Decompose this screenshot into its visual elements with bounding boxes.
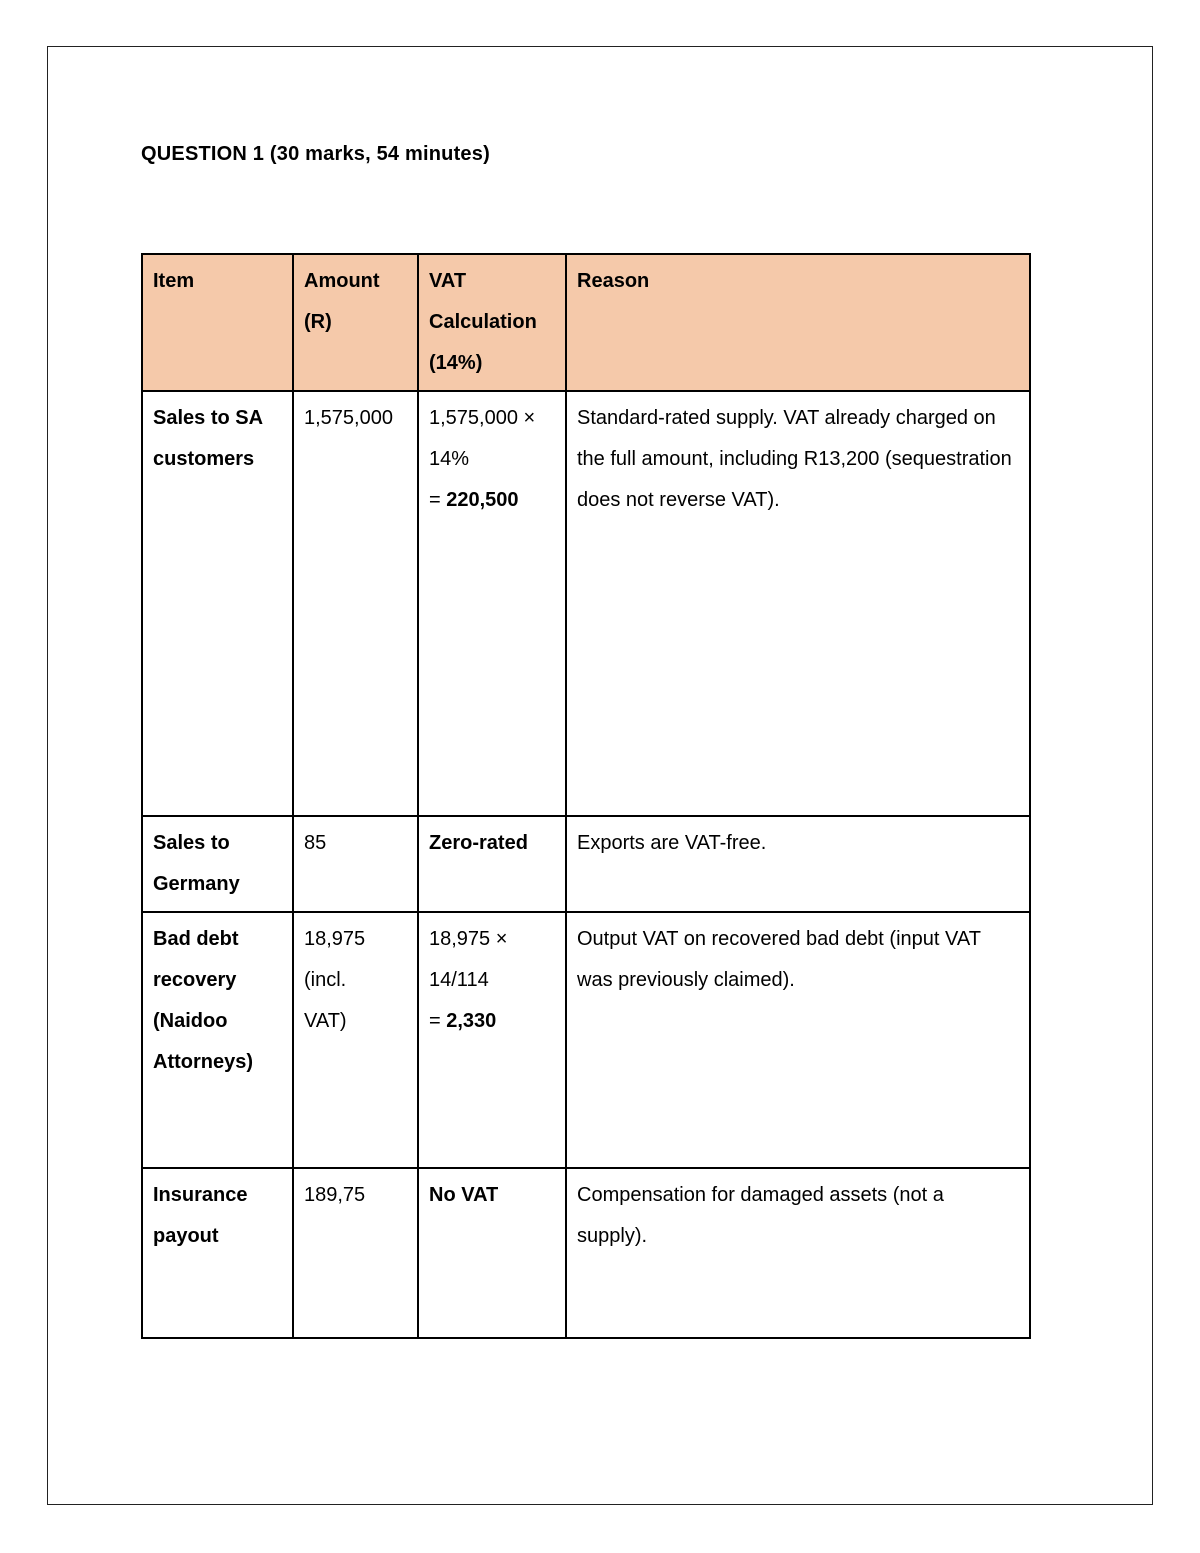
header-item: Item (142, 254, 293, 391)
cell-reason: Standard-rated supply. VAT already charged on the full amount, including R13,200 (sequestration does not reverse VAT). (566, 391, 1030, 816)
header-reason: Reason (566, 254, 1030, 391)
cell-item: Insurance payout (142, 1168, 293, 1338)
question-title: QUESTION 1 (30 marks, 54 minutes) (141, 143, 490, 165)
vat-result: 220,500 (446, 489, 519, 511)
cell-reason: Compensation for damaged assets (not a supply). (566, 1168, 1030, 1338)
cell-amount: 18,975 (incl. VAT) (293, 912, 418, 1168)
cell-amount: 85 (293, 816, 418, 912)
cell-item: Bad debt recovery (Naidoo Attorneys) (142, 912, 293, 1168)
cell-reason: Exports are VAT-free. (566, 816, 1030, 912)
cell-amount: 189,75 (293, 1168, 418, 1338)
vat-result: 2,330 (446, 1010, 497, 1032)
cell-vat-calculation: 1,575,000 × 14% = 220,500 (418, 391, 566, 816)
vat-table (141, 253, 1031, 1339)
table-row (142, 912, 1030, 1168)
table-row (142, 816, 1030, 912)
cell-vat-calculation: No VAT (418, 1168, 566, 1338)
table-header-row (142, 254, 1030, 391)
cell-item: Sales to SA customers (142, 391, 293, 816)
table-row (142, 1168, 1030, 1338)
cell-amount: 1,575,000 (293, 391, 418, 816)
header-vat-calculation: VAT Calculation (14%) (418, 254, 566, 391)
cell-vat-calculation: 18,975 × 14/114 = 2,330 (418, 912, 566, 1168)
table-row (142, 391, 1030, 816)
header-amount: Amount (R) (293, 254, 418, 391)
cell-reason: Output VAT on recovered bad debt (input VAT was previously claimed). (566, 912, 1030, 1168)
page-border-right (1152, 46, 1153, 1505)
cell-item: Sales to Germany (142, 816, 293, 912)
cell-vat-calculation: Zero-rated (418, 816, 566, 912)
